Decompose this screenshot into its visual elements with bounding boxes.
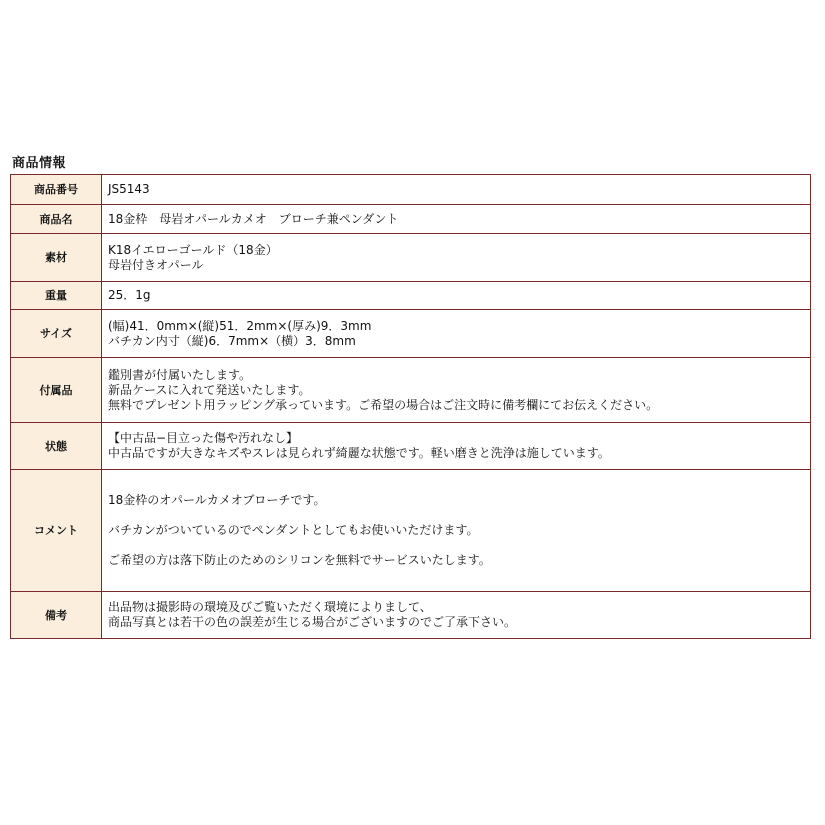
product-info-table [10, 174, 811, 639]
table-row [11, 175, 811, 205]
row-label-weight: 重量 [11, 282, 102, 310]
value-line: 無料でプレゼント用ラッピング承っています。ご希望の場合はご注文時に備考欄にてお伝えください。 [108, 397, 659, 412]
value-line: 25．1g [108, 288, 151, 302]
value-line: 母岩付きオパール [108, 257, 204, 272]
row-label-condition: 状態 [11, 423, 102, 470]
table-row [11, 234, 811, 282]
table-row [11, 470, 811, 592]
value-line: K18イエローゴールド（18金） [108, 242, 278, 257]
value-line: 18金枠 母岩オパールカメオ ブローチ兼ペンダント [108, 211, 399, 226]
row-value-condition [102, 423, 811, 470]
value-line: 商品写真とは若干の色の誤差が生じる場合がございますのでご了承下さい。 [108, 615, 517, 629]
table-row [11, 423, 811, 470]
row-label-product-name: 商品名 [11, 205, 102, 234]
value-line: 新品ケースに入れて発送いたします。 [108, 382, 311, 397]
value-line: 【中古品−目立った傷や汚れなし】 [108, 431, 299, 445]
value-line: JS5143 [108, 182, 150, 196]
section-title: 商品情報 [12, 156, 67, 171]
row-label-notes: 備考 [11, 592, 102, 639]
value-line: バチカンがついているのでペンダントとしてもお使いいただけます。 [108, 523, 479, 537]
value-line: 鑑別書が付属いたします。 [108, 367, 252, 382]
table-row [11, 358, 811, 423]
table-row [11, 592, 811, 639]
table-row [11, 310, 811, 358]
row-value-comment [102, 470, 811, 592]
row-value-weight [102, 282, 811, 310]
row-label-product-number: 商品番号 [11, 175, 102, 205]
row-label-comment: コメント [11, 470, 102, 592]
row-value-accessories [102, 358, 811, 423]
value-line: バチカン内寸（縦)6．7mm×（横）3．8mm [108, 333, 356, 348]
value-line: 18金枠のオパールカメオブローチです。 [108, 493, 326, 507]
row-value-product-number [102, 175, 811, 205]
row-value-material [102, 234, 811, 282]
row-label-accessories: 付属品 [11, 358, 102, 423]
row-value-size [102, 310, 811, 358]
row-value-product-name [102, 205, 811, 234]
value-line: (幅)41．0mm×(縦)51．2mm×(厚み)9．3mm [108, 318, 372, 333]
row-label-size: サイズ [11, 310, 102, 358]
value-line: ご希望の方は落下防止のためのシリコンを無料でサービスいたします。 [108, 553, 491, 567]
value-line: 出品物は撮影時の環境及びご覧いただく環境によりまして、 [108, 600, 432, 614]
row-label-material: 素材 [11, 234, 102, 282]
row-value-notes [102, 592, 811, 639]
value-line: 中古品ですが大きなキズやスレは見られず綺麗な状態です。軽い磨きと洗浄は施しています。 [108, 446, 610, 460]
table-row [11, 282, 811, 310]
table-row [11, 205, 811, 234]
